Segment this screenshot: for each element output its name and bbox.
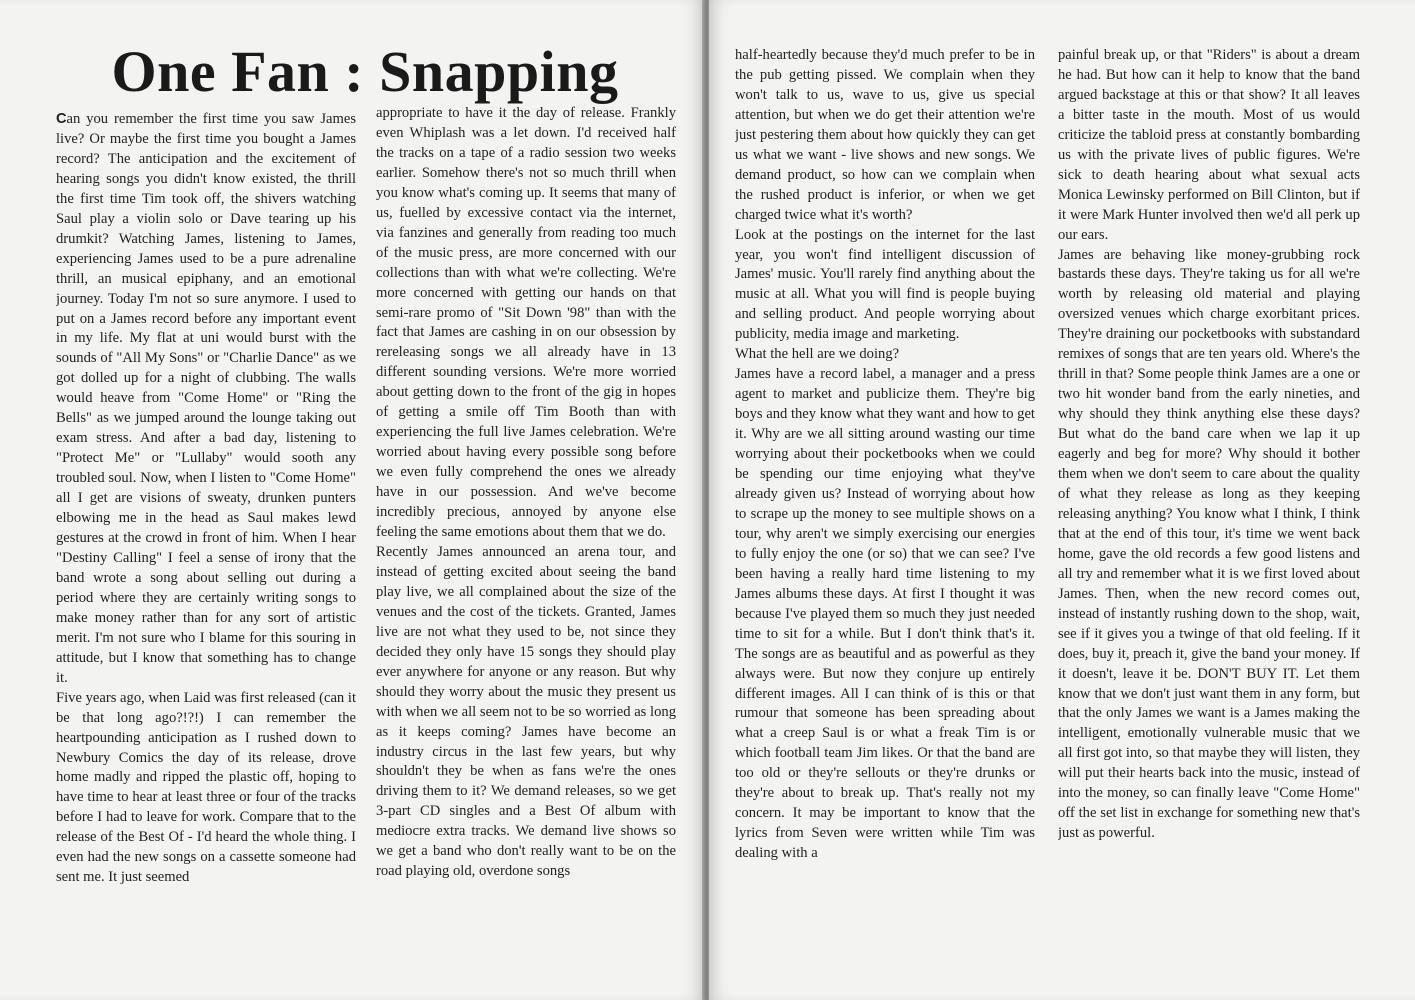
paragraph: appropriate to have it the day of release. Frankly even Whiplash was a let down. I'd received half the tracks on a tape of a radio session two weeks earlier. Somehow there's not so much thrill when you know what's coming up. It seems that many of us, fuelled by excessive contact via the internet, via fanzines and generally from reading too much of the music press, are more concerned with our collections than with what we're collecting. We're more concerned with getting our hands on that semi-rare promo of "Sit Down '98" than with the fact that James are cashing in on our obsession by rereleasing songs we all already have in 13 different sounding versions. We're more worried about getting down to the front of the gig in hopes of getting a smile off Tim Booth than with experiencing the full live James celebration. We're worried about having every possible song before we even fully comprehend the ones we already have in our possession. And we've become incredibly precious, annoyed by anyone else feeling the same emotions about them that we do. <box>376 105 676 541</box>
paragraph: painful break up, or that "Riders" is about a dream he had. But how can it help to know that the band argued backstage at this or that show? It all leaves a bitter taste in the mouth. Most of us would criticize the tabloid press at constantly bombarding us with the private lives of public figures. We're sick to death hearing about what sexual acts Monica Lewinsky performed on Bill Clinton, but if it were Mark Hunter involved then we'd all perk up our ears. <box>1058 47 1360 243</box>
paragraph <box>56 110 356 689</box>
paragraph: Five years ago, when Laid was first released (can it be that long ago?!?!) I can remember the heartpounding anticipation as I rushed down to Newbury Comics the day of its release, drove home madly and ripped the plastic off, hoping to have time to hear at least three or four of the tracks before I had to leave for work. Compare that to the release of the Best Of - I'd heard the whole thing. I even had the new songs on a cassette someone had sent me. It just seemed <box>56 689 356 886</box>
article-column-3 <box>735 46 1035 864</box>
paragraph: James have a record label, a manager and a press agent to market and publicize them. They're big boys and they know what they want and how to get it. Why are we all sitting around wasting our time worrying about their pocketbooks when we could be spending our time enjoying what they've already given us? Instead of worrying about how to scrape up the money to see multiple shows on a tour, why aren't we simply exercising our energies to fully enjoy the one (or so) that we can see? I've been having a really hard time listening to my James albums these days. At first I thought it was because I've played them so much they just needed time to sit for a while. But I don't think that's it. The songs are as beautiful and as powerful as they always were. But now they conjure up entirely different images. All I can think of is this or that rumour that someone has been spreading about what a creep Saul is or what a freak Tim is or which football team Jim likes. Or that the band are too old or they're sellouts or they're drunks or they're about to break up. That's really not my concern. It may be important to know that the lyrics from Seven were written while Tim was dealing with a <box>735 366 1035 862</box>
paragraph-text: an you remember the first time you saw James live? Or maybe the first time you bought a James record? The anticipation and the excitement of hearing songs you didn't know existed, the thrill the first time Tim took off, the shivers watching Saul play a violin solo or Dave tearing up his drumkit? Watching James, listening to James, experiencing James used to be a pure adrenaline thrill, an musical epiphany, and an emotional journey. Today I'm not so sure anymore. I used to put on a James record before any important event in my life. My flat at uni would burst with the sounds of "All My Sons" or "Charlie Dance" as we got dolled up for a night of clubbing. The walls would heave from "Come Home" or "Ring the Bells" as we jumped around the lounge taking out exam stress. And after a bad day, listening to "Protect Me" or "Lullaby" would sooth any troubled soul. Now, when I listen to "Come Home" all I get are visions of sweaty, drunken punters elbowing me in the head as Saul makes lewd gestures at the crowd in front of him. When I hear "Destiny Calling" I feel a sense of irony that the band wrote a song about selling out during a period where they are certainly writing songs to make money rather than for any sort of artistic merit. I'm not sure who I blame for this souring in attitude, but I know that something has to change it. <box>56 111 356 686</box>
article-title: One Fan : Snapping <box>111 39 619 104</box>
paragraph: half-heartedly because they'd much prefer to be in the pub getting pissed. We complain when they won't talk to us, wave to us, give us special attention, but when we do get their attention we're just pestering them about how quickly they can get us what we want - live shows and new songs. We demand product, so how can we complain when the rushed product is inferior, or when we get charged twice what it's worth? <box>735 47 1035 223</box>
article-column-2 <box>376 104 676 882</box>
paragraph: James are behaving like money-grubbing rock bastards these days. They're taking us for all we're worth by releasing old material and playing oversized venues which charge exorbitant prices. They're draining our pocketbooks with substandard remixes of songs that are ten years old. Where's the thrill in that? Some people think James are a one or two hit wonder band from the early nineties, and why should they think anything else these days? But what do the band care when we lap it up eagerly and beg for more? Why should it bother them when we don't seem to care about the quality of what they release as long as they keeping releasing anything? You know what I think, I think that at the end of this tour, it's time we went back home, gave the old records a few good listens and all try and remember what it is we first loved about James. Then, when the new record comes out, instead of instantly rushing down to the shop, wait, see if it gives you a twinge of that old feeling. If it does, buy it, preach it, give the band your money. If it doesn't, leave it be. DON'T BUY IT. Let them know that we don't just want them in any form, but that the only James we want is a James making the intelligent, emotionally vulnerable music that we all first got into, so that maybe they will listen, they will put their hearts back into the music, instead of into the money, so can finally leave "Come Home" off the set list in exchange for something new that's just as powerful. <box>1058 246 1360 842</box>
left-page <box>0 0 704 1000</box>
paragraph: Recently James announced an arena tour, and instead of getting excited about seeing the band play live, we all complained about the size of the venues and the cost of the tickets. Granted, James live are not what they used to be, not since they decided they only have 15 songs they should play ever anywhere for anyone or any reason. But why should they worry about the music they present us with when we all seem not to be so worried as long as it keeps coming? James have become an industry circus in the last few years, but why shouldn't they be when as fans we're the ones driving them to it? We demand releases, so we get 3-part CD singles and a Best Of album with mediocre extra tracks. We demand live shows so we get a band who don't really want to be on the road playing old, overdone songs <box>376 543 676 880</box>
drop-cap: C <box>56 111 67 127</box>
paragraph: Look at the postings on the internet for the last year, you won't find intelligent discussion of James' music. You'll rarely find anything about the music at all. What you will find is people buying and selling product. And people worrying about publicity, media image and marketing. <box>735 226 1035 343</box>
paragraph: What the hell are we doing? <box>735 346 900 363</box>
article-column-1 <box>56 110 356 888</box>
article-column-4 <box>1058 46 1360 844</box>
